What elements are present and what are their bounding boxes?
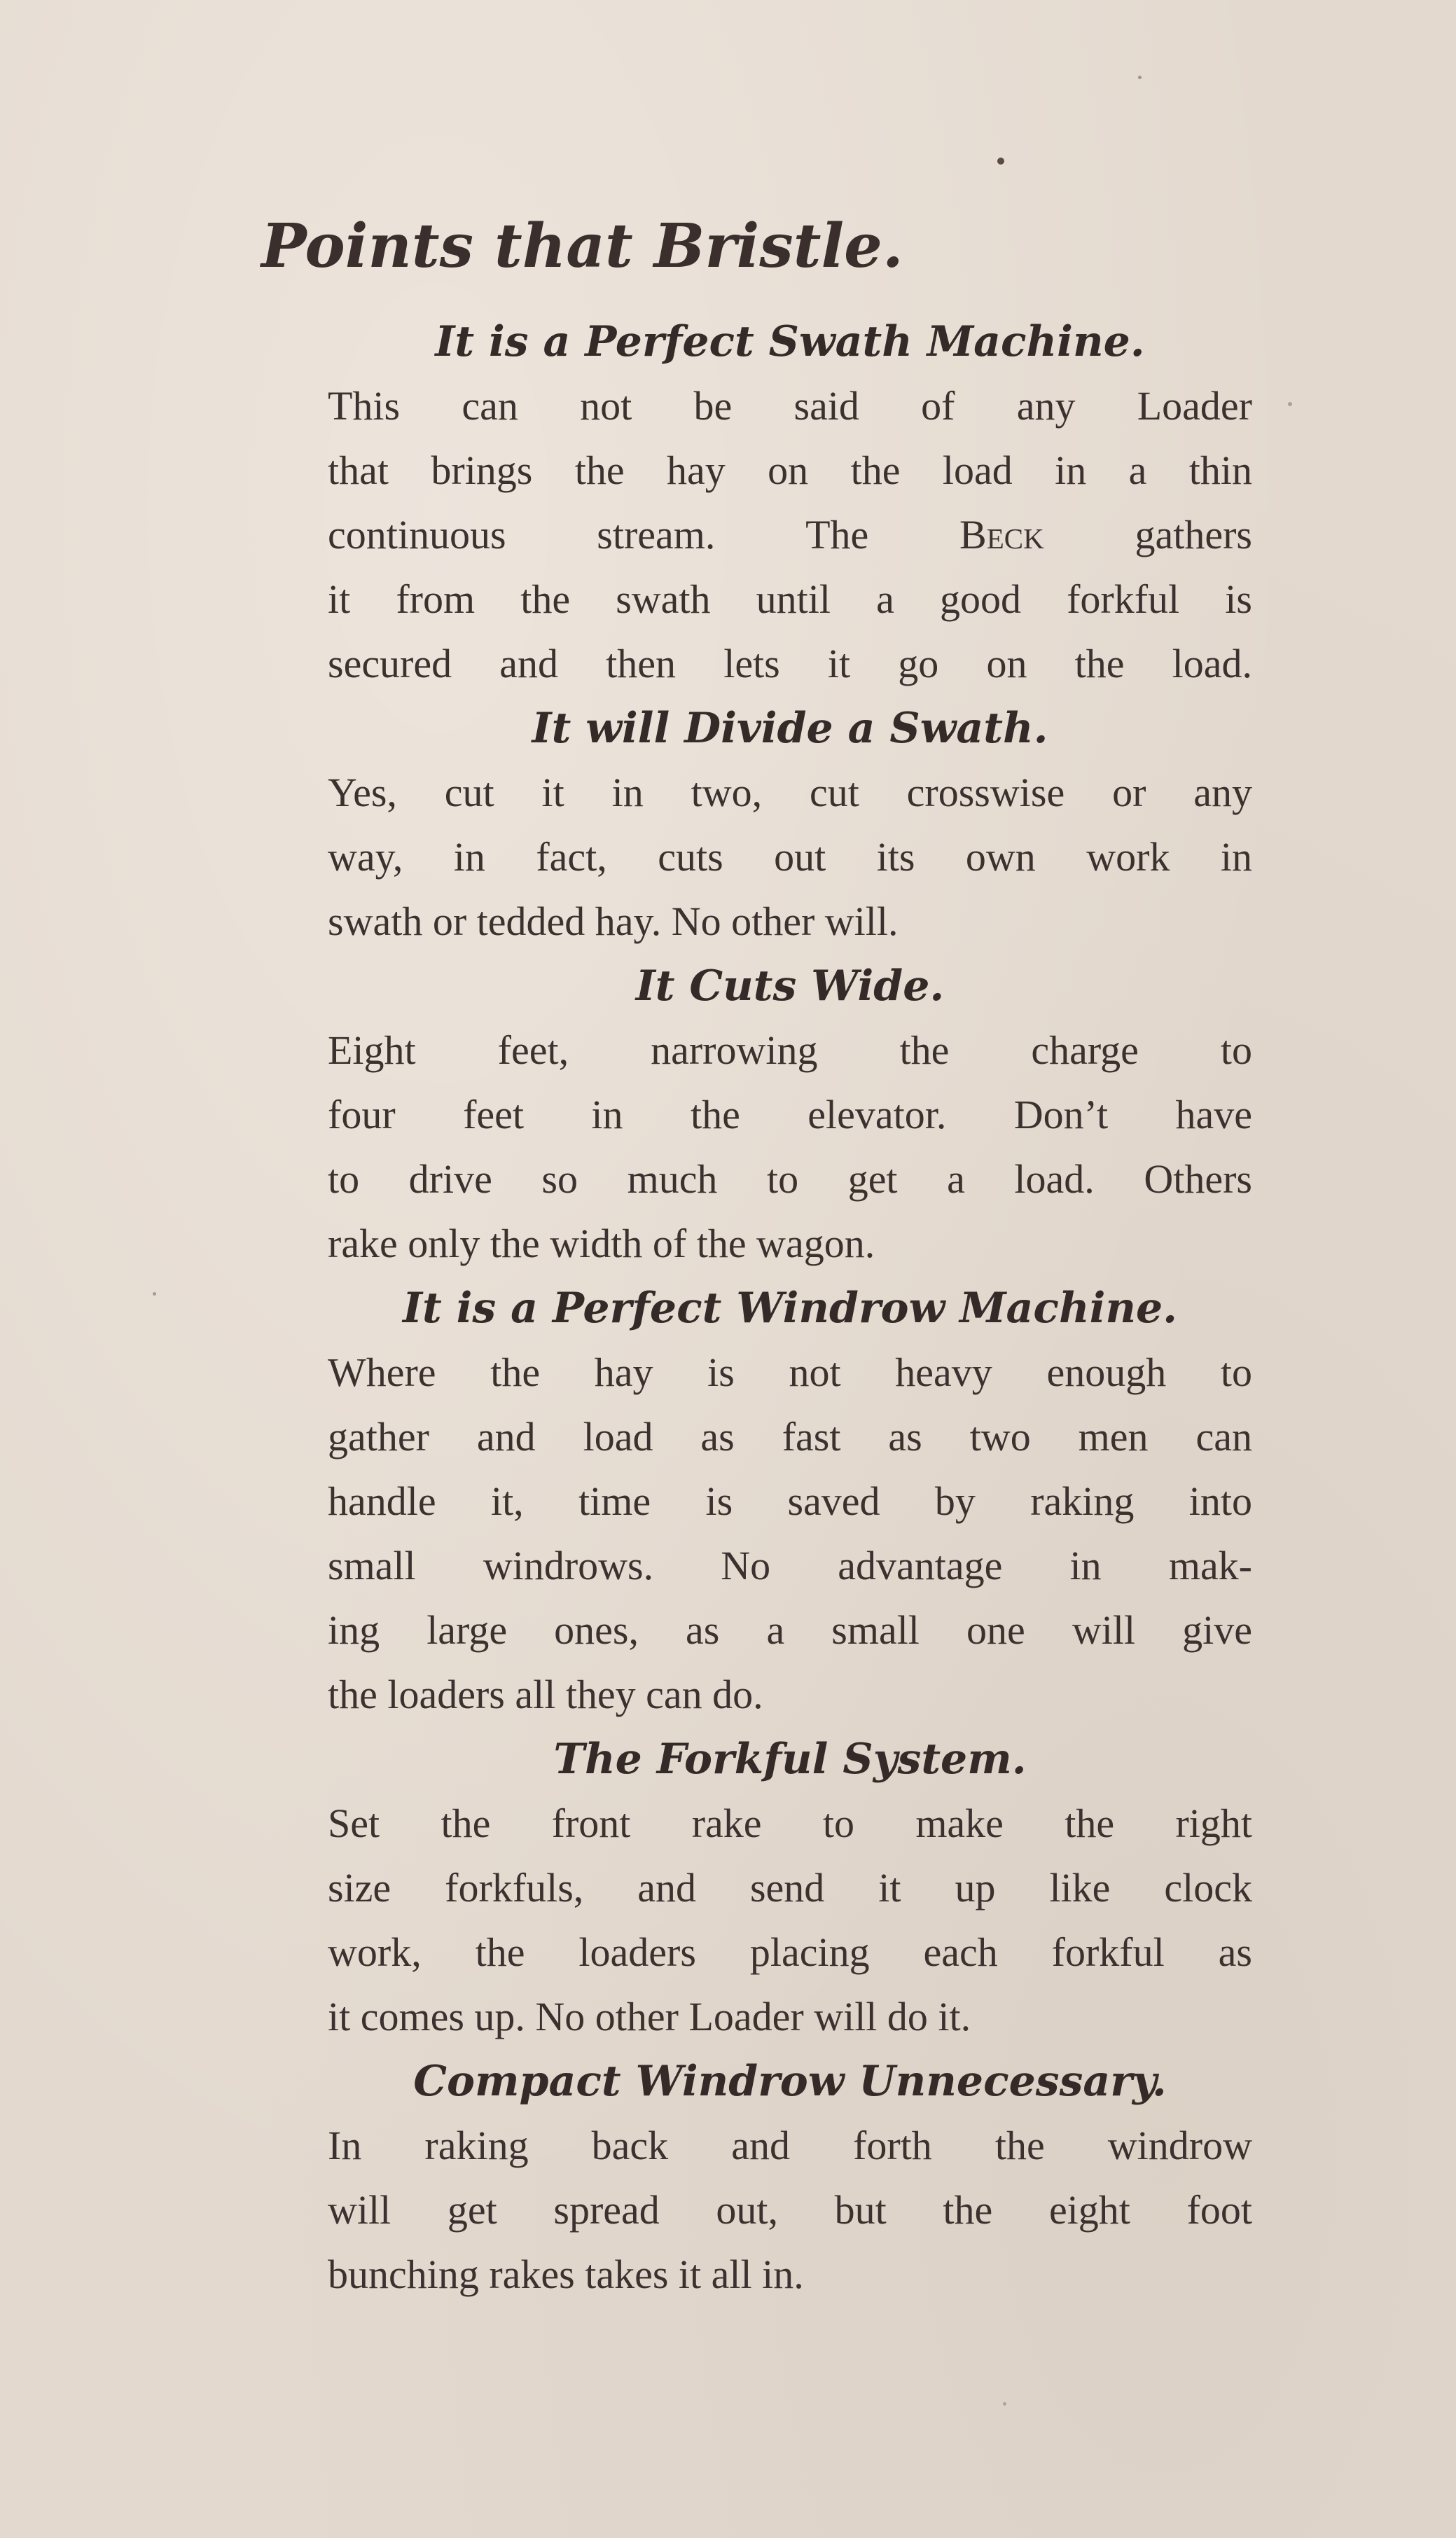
section-heading: The Forkful System. — [553, 1735, 1027, 1784]
text-line: swath or tedded hay. No other will. — [328, 899, 899, 944]
text-line: gather and load as fast as two men can — [328, 1414, 1252, 1459]
section-forkful-system — [328, 1727, 1252, 2049]
paper-speck — [1003, 2402, 1006, 2406]
section-paragraph — [328, 374, 1252, 696]
text-line: In raking back and forth the windrow — [328, 2123, 1252, 2168]
page-title: Points that Bristle. — [261, 211, 903, 282]
text-line: bunching rakes takes it all in. — [328, 2252, 804, 2297]
paper-speck — [1138, 76, 1142, 79]
section-paragraph — [328, 2114, 1252, 2307]
paper-speck — [1288, 402, 1292, 406]
section-divide-swath — [328, 696, 1252, 954]
text-line: that brings the hay on the load in a thin — [328, 448, 1252, 493]
section-perfect-windrow-machine — [328, 1276, 1252, 1727]
document-body — [328, 310, 1252, 2307]
section-paragraph — [328, 1791, 1252, 2049]
text-line-part: continuous stream. The — [328, 512, 960, 557]
text-line — [328, 503, 1252, 567]
text-line: the loaders all they can do. — [328, 1672, 763, 1717]
text-line: Eight feet, narrowing the charge to — [328, 1027, 1252, 1073]
section-heading: It is a Perfect Swath Machine. — [435, 317, 1145, 366]
text-line: This can not be said of any Loader — [328, 383, 1252, 429]
text-line: ing large ones, as a small one will give — [328, 1607, 1252, 1653]
text-line: will get spread out, but the eight foot — [328, 2187, 1252, 2233]
text-line: four feet in the elevator. Don’t have — [328, 1092, 1252, 1137]
text-line: small windrows. No advantage in mak- — [328, 1543, 1252, 1588]
section-heading: It will Divide a Swath. — [532, 704, 1048, 753]
section-cuts-wide — [328, 954, 1252, 1276]
section-perfect-swath-machine — [328, 310, 1252, 696]
text-line: work, the loaders placing each forkful as — [328, 1929, 1252, 1975]
brand-name: Beck — [959, 512, 1044, 557]
section-paragraph — [328, 1018, 1252, 1276]
text-line: handle it, time is saved by raking into — [328, 1478, 1252, 1524]
section-compact-windrow-unnecessary — [328, 2049, 1252, 2307]
text-line-part: gathers — [1044, 512, 1252, 557]
paper-speck — [153, 1292, 156, 1296]
section-paragraph — [328, 1340, 1252, 1727]
section-heading: It is a Perfect Windrow Machine. — [402, 1284, 1178, 1333]
text-line: to drive so much to get a load. Others — [328, 1156, 1252, 1202]
paper-speck — [997, 158, 1004, 165]
text-line: it comes up. No other Loader will do it. — [328, 1994, 971, 2039]
text-line: way, in fact, cuts out its own work in — [328, 834, 1252, 880]
text-line: rake only the width of the wagon. — [328, 1221, 875, 1266]
section-heading: It Cuts Wide. — [635, 962, 945, 1011]
text-line: secured and then lets it go on the load. — [328, 641, 1252, 686]
section-heading: Compact Windrow Unnecessary. — [413, 2057, 1167, 2106]
text-line: Set the front rake to make the right — [328, 1801, 1252, 1846]
section-paragraph — [328, 761, 1252, 954]
text-line: it from the swath until a good forkful is — [328, 576, 1252, 622]
text-line: Yes, cut it in two, cut crosswise or any — [328, 770, 1252, 815]
text-line: size forkfuls, and send it up like clock — [328, 1865, 1252, 1911]
text-line: Where the hay is not heavy enough to — [328, 1350, 1252, 1395]
